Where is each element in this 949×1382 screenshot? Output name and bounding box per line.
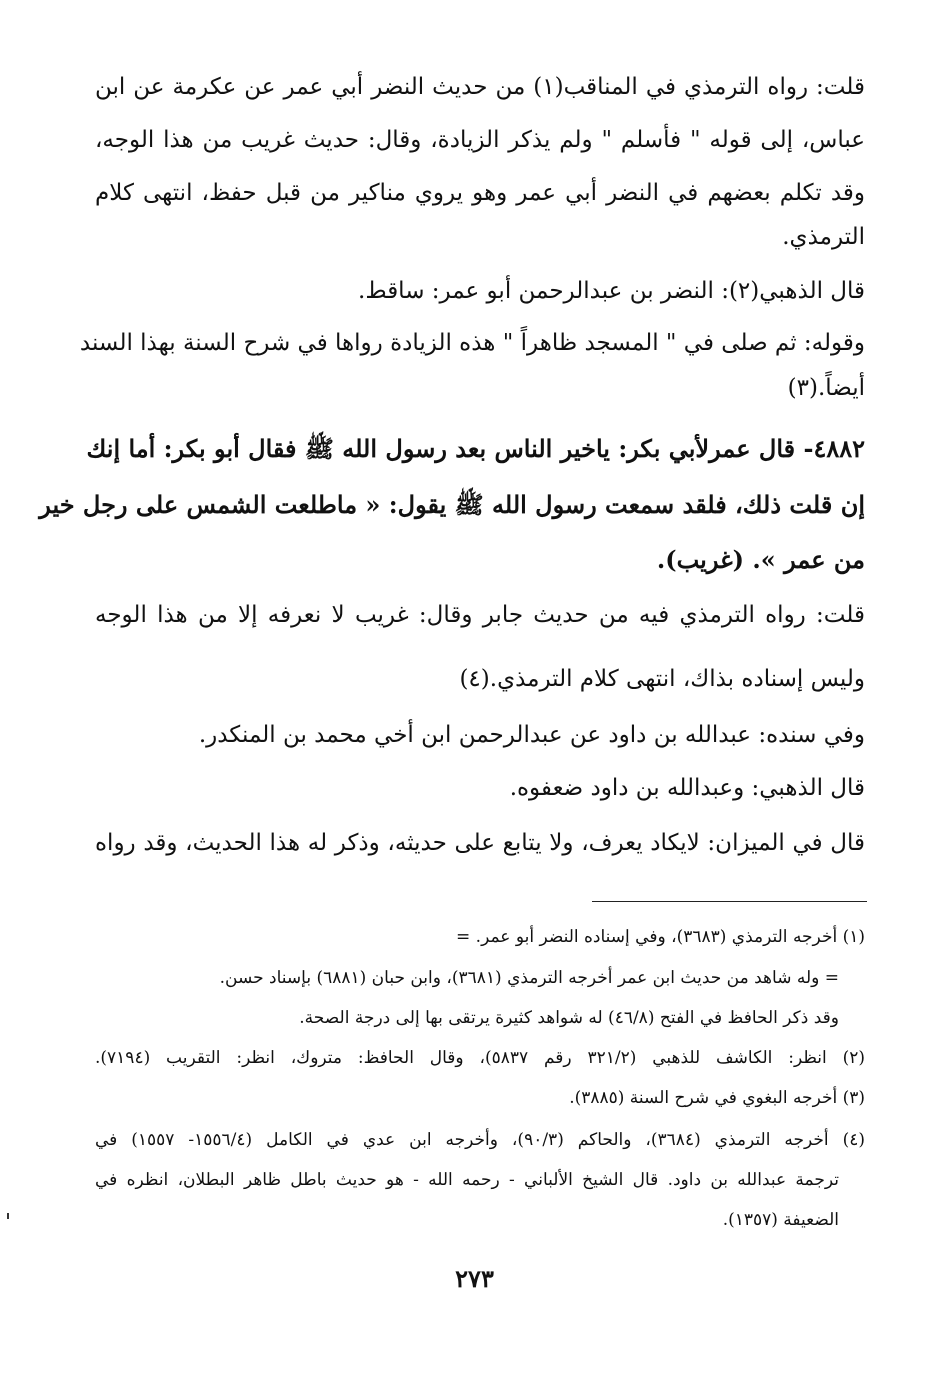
footnote-line: (٢) انظر: الكاشف للذهبي (٣٢١/٢ رقم ٥٨٣٧)، وقال الحافظ: متروك، انظر: التقريب (٧١٩٤).: [95, 1048, 865, 1068]
text-line: عباس، إلى قوله " فأسلم " ولم يذكر الزيادة، وقال: حديث غريب من هذا الوجه،: [95, 127, 865, 153]
text-line: قال الذهبي(٢): النضر بن عبدالرحمن أبو عمر: ساقط.: [358, 278, 865, 304]
page-number: ٢٧٣: [455, 1264, 494, 1293]
text-line: قال الذهبي: وعبدالله بن داود ضعفوه.: [509, 775, 865, 801]
footnote-line: وقد ذكر الحافظ في الفتح (٤٦/٨) له شواهد كثيرة يرتقى بها إلى درجة الصحة.: [299, 1008, 839, 1028]
text-line: الترمذي.: [782, 224, 865, 250]
text-line: أيضاً.(٣): [787, 375, 865, 401]
hadith-line: إن قلت ذلك، فلقد سمعت رسول الله ﷺ يقول: « ماطلعت الشمس على رجل خير: [39, 490, 865, 519]
footnote-line: الضعيفة (١٣٥٧).: [722, 1210, 839, 1230]
footnote-line: ترجمة عبدالله بن داود. قال الشيخ الألباني - رحمه الله - هو حديث باطل ظاهر البطلان، انظره في: [95, 1170, 839, 1190]
text-line: قال في الميزان: لايكاد يعرف، ولا يتابع على حديثه، وذكر له هذا الحديث، وقد رواه: [95, 830, 865, 856]
text-line: وفي سنده: عبدالله بن داود عن عبدالرحمن ابن أخي محمد بن المنكدر.: [198, 722, 865, 748]
text-line: وقد تكلم بعضهم في النضر أبي عمر وهو يروي مناكير من قبل حفظ، انتهى كلام: [95, 180, 865, 206]
hadith-line: من عمر ». (غريب).: [656, 545, 865, 574]
text-line: قلت: رواه الترمذي فيه من حديث جابر وقال: غريب لا نعرفه إلا من هذا الوجه: [95, 602, 865, 628]
footnote-line: (٣) أخرجه البغوي في شرح السنة (٣٨٨٥).: [569, 1088, 865, 1108]
footnote-separator: [592, 901, 867, 902]
text-line: وقوله: ثم صلى في " المسجد ظاهراً " هذه الزيادة رواها في شرح السنة بهذا السند: [79, 330, 865, 356]
footnote-line: (٤) أخرجه الترمذي (٣٦٨٤)، والحاكم (٩٠/٣)، وأخرجه ابن عدي في الكامل (١٥٥٦/٤- ١٥٥٧) في: [95, 1130, 866, 1150]
footnote-line: (١) أخرجه الترمذي (٣٦٨٣)، وفي إسناده النضر أبو عمر. =: [456, 927, 865, 947]
hadith-line: ٤٨٨٢- قال عمرلأبي بكر: ياخير الناس بعد رسول الله ﷺ فقال أبو بكر: أما إنك: [86, 434, 865, 463]
text-line: وليس إسناده بذاك، انتهى كلام الترمذي.(٤): [459, 666, 865, 692]
footnote-line: = وله شاهد من حديث ابن عمر أخرجه الترمذي (٣٦٨١)، وابن حبان (٦٨٨١) بإسناد حسن.: [219, 968, 839, 988]
scan-speck: [7, 1213, 9, 1219]
text-line: قلت: رواه الترمذي في المناقب(١) من حديث النضر أبي عمر عن عكرمة عن ابن: [95, 74, 866, 100]
